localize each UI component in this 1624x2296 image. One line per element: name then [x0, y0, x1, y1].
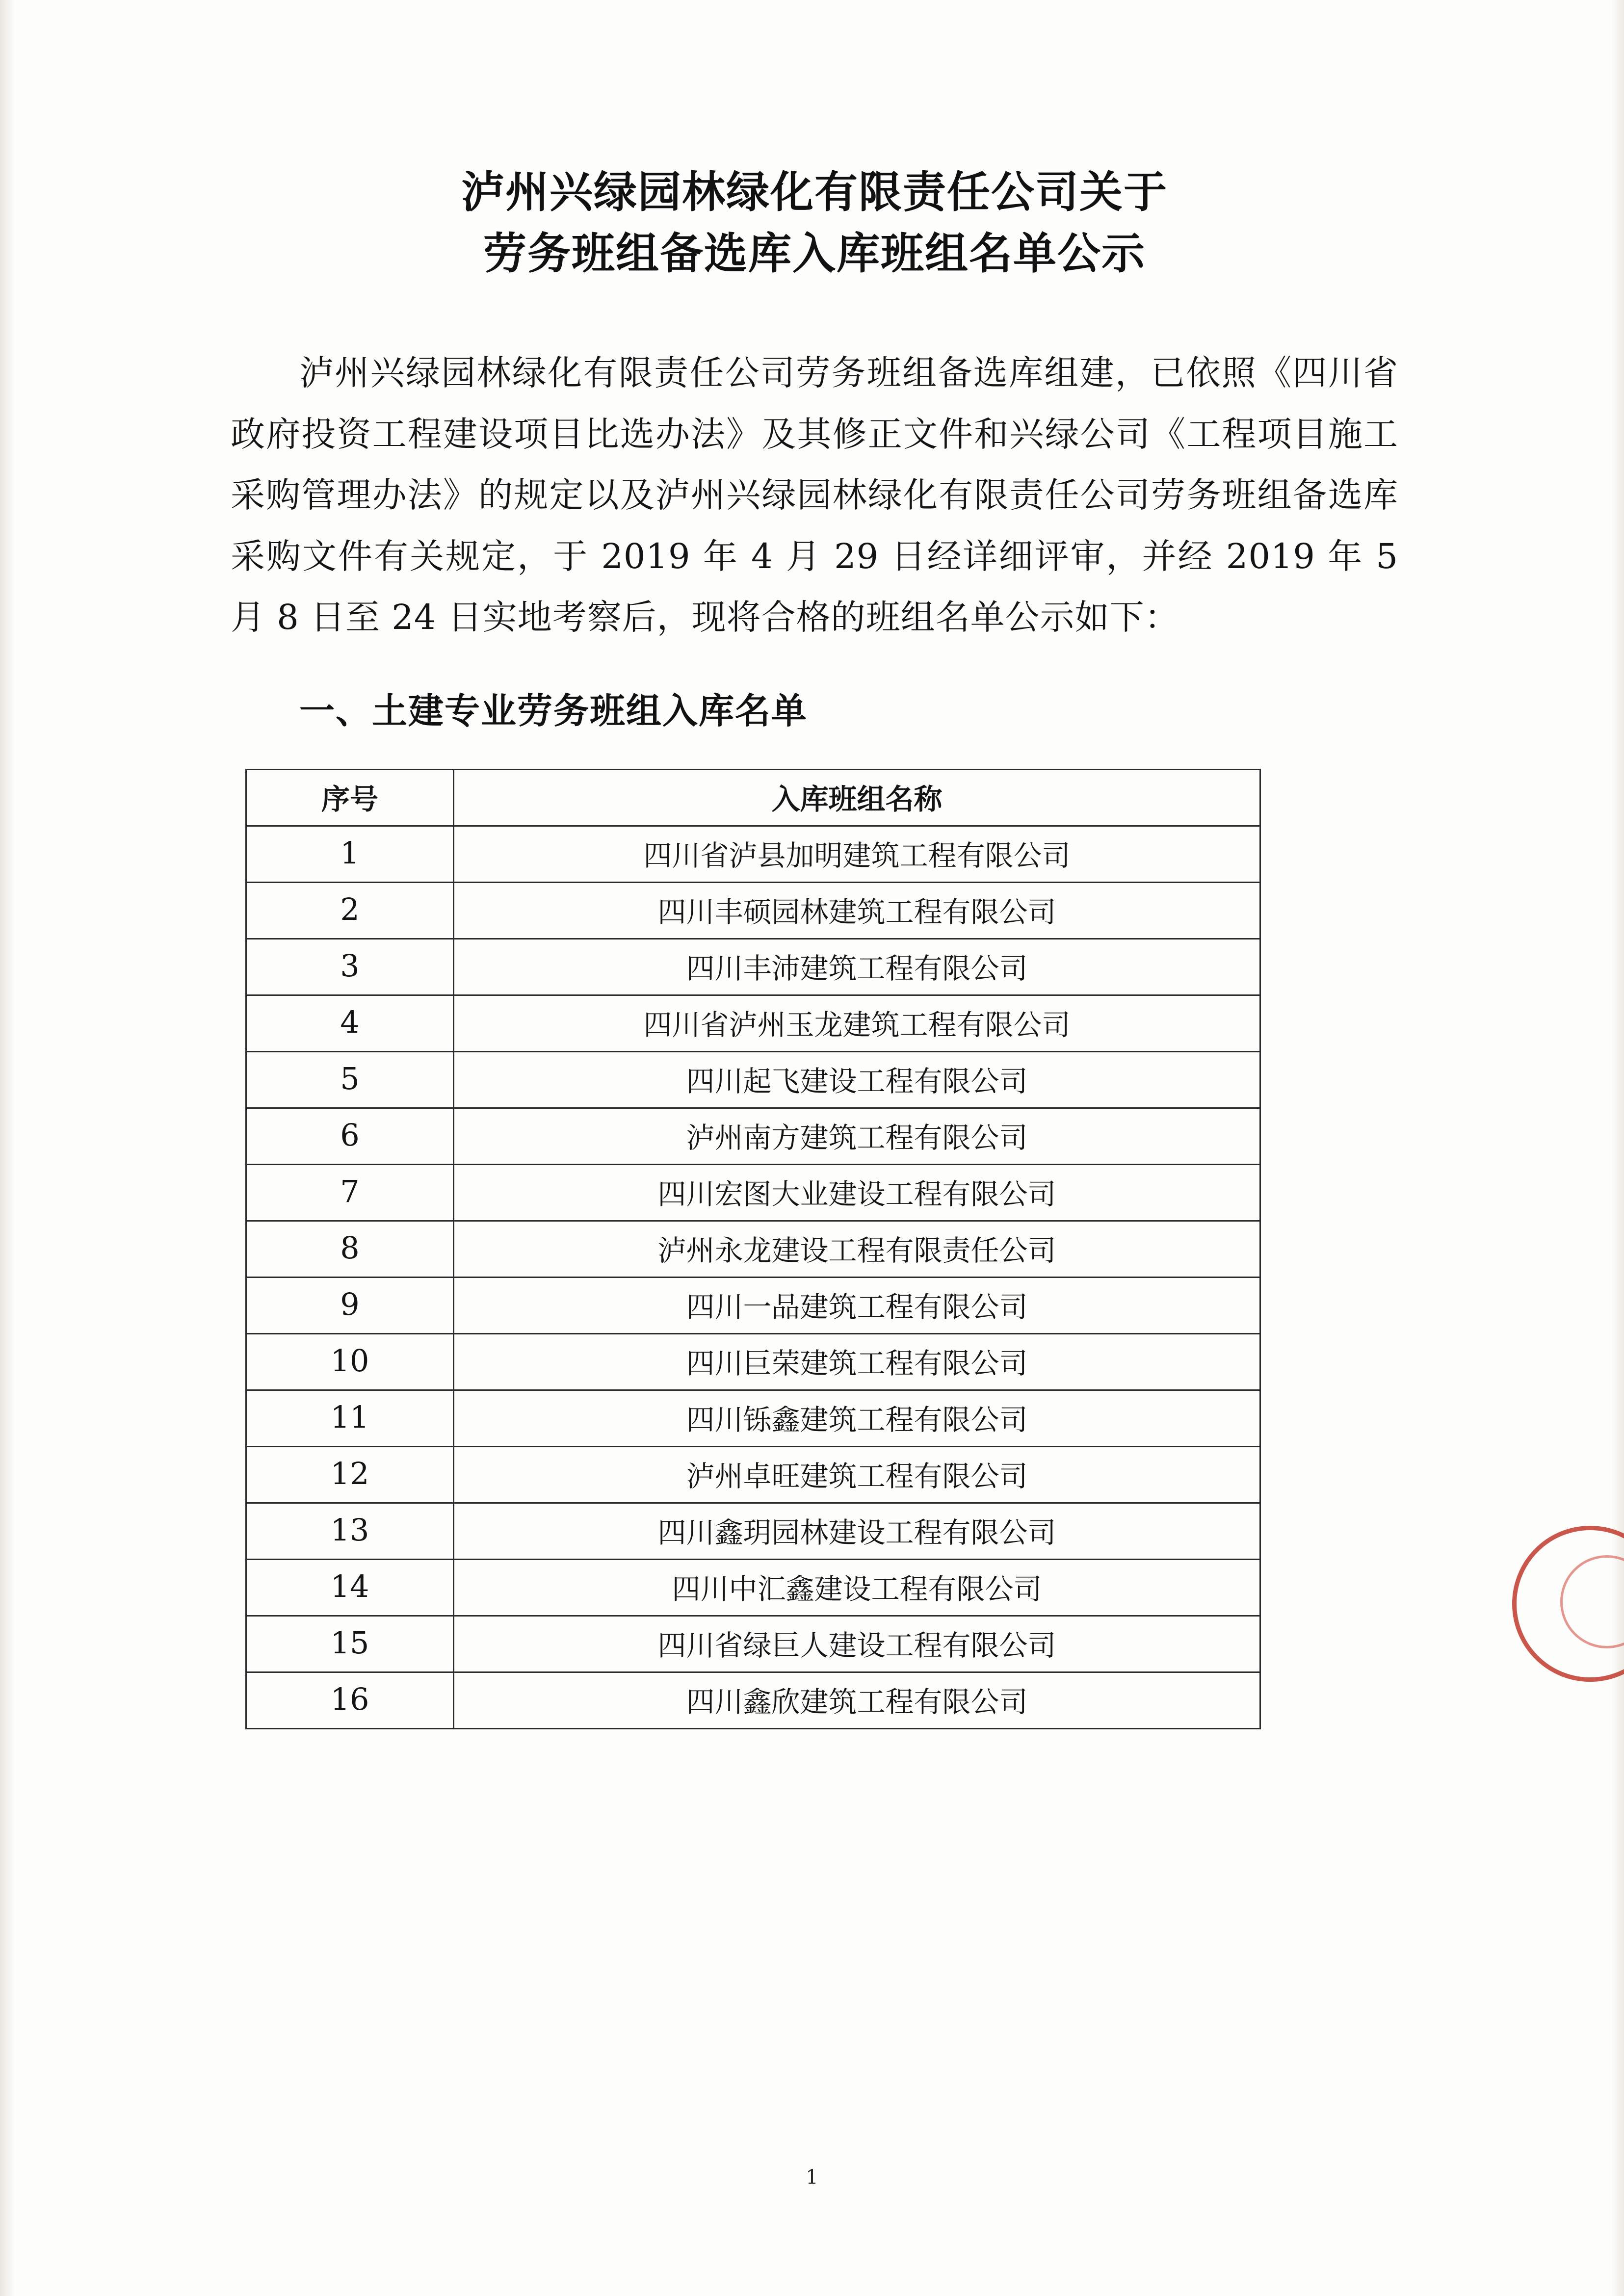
paper-edge-left — [0, 0, 15, 2296]
table-header-index: 序号 — [246, 769, 454, 826]
table-row — [246, 826, 1260, 882]
section-heading: 一、土建专业劳务班组入库名单 — [299, 690, 808, 731]
table-row — [246, 1559, 1260, 1616]
row-index: 2 — [246, 882, 454, 939]
row-name: 四川一品建筑工程有限公司 — [454, 1277, 1260, 1333]
row-index: 11 — [246, 1390, 454, 1446]
table-row — [246, 1051, 1260, 1108]
table-body — [246, 826, 1260, 1728]
row-name: 四川起飞建设工程有限公司 — [454, 1051, 1260, 1108]
row-name: 四川鑫欣建筑工程有限公司 — [454, 1672, 1260, 1728]
table-row — [246, 1616, 1260, 1672]
row-name: 四川巨荣建筑工程有限公司 — [454, 1333, 1260, 1390]
row-index: 8 — [246, 1221, 454, 1277]
page-title — [231, 162, 1398, 285]
document-content — [231, 162, 1398, 1729]
table-row — [246, 995, 1260, 1051]
paper-edge-right — [1611, 0, 1624, 2296]
row-name: 四川铄鑫建筑工程有限公司 — [454, 1390, 1260, 1446]
table-row — [246, 1221, 1260, 1277]
page-title-line-2: 劳务班组备选库入库班组名单公示 — [483, 228, 1146, 279]
row-index: 10 — [246, 1333, 454, 1390]
row-index: 15 — [246, 1616, 454, 1672]
table-row — [246, 1672, 1260, 1728]
row-index: 1 — [246, 826, 454, 882]
table-row — [246, 1333, 1260, 1390]
row-name: 四川省泸州玉龙建筑工程有限公司 — [454, 995, 1260, 1051]
row-index: 9 — [246, 1277, 454, 1333]
table-row — [246, 1277, 1260, 1333]
row-index: 12 — [246, 1446, 454, 1503]
table-row — [246, 1108, 1260, 1164]
row-index: 7 — [246, 1164, 454, 1221]
table-row — [246, 1164, 1260, 1221]
table-row — [246, 939, 1260, 995]
red-seal-inner-mark — [1560, 1555, 1624, 1648]
approved-teams-table — [245, 769, 1261, 1729]
row-name: 泸州卓旺建筑工程有限公司 — [454, 1446, 1260, 1503]
row-name: 四川丰沛建筑工程有限公司 — [454, 939, 1260, 995]
table-row — [246, 882, 1260, 939]
table-header-row — [246, 769, 1260, 826]
page-number: 1 — [806, 2166, 818, 2189]
intro-paragraph: 泸州兴绿园林绿化有限责任公司劳务班组备选库组建，已依照《四川省政府投资工程建设项目比选办法》及其修正文件和兴绿公司《工程项目施工采购管理办法》的规定以及泸州兴绿园林绿化有限责任公司劳务班组备选库采购文件有关规定，于 2019 年 4 月 29 日经详细评审，并经 2019 年 5 月 8 日至 24 日实地考察后，现将合格的班组名单公示如下： — [231, 352, 1398, 638]
row-index: 4 — [246, 995, 454, 1051]
row-name: 泸州南方建筑工程有限公司 — [454, 1108, 1260, 1164]
row-index: 14 — [246, 1559, 454, 1616]
row-index: 5 — [246, 1051, 454, 1108]
row-name: 四川宏图大业建设工程有限公司 — [454, 1164, 1260, 1221]
red-seal-mark — [1512, 1526, 1624, 1682]
table-row — [246, 1390, 1260, 1446]
row-name: 四川鑫玥园林建设工程有限公司 — [454, 1503, 1260, 1559]
table-row — [246, 1446, 1260, 1503]
table-head — [246, 769, 1260, 826]
page-title-line-1: 泸州兴绿园林绿化有限责任公司关于 — [461, 167, 1168, 217]
row-index: 13 — [246, 1503, 454, 1559]
row-name: 泸州永龙建设工程有限责任公司 — [454, 1221, 1260, 1277]
row-name: 四川丰硕园林建筑工程有限公司 — [454, 882, 1260, 939]
row-index: 16 — [246, 1672, 454, 1728]
row-name: 四川中汇鑫建设工程有限公司 — [454, 1559, 1260, 1616]
row-name: 四川省泸县加明建筑工程有限公司 — [454, 826, 1260, 882]
table-header-name: 入库班组名称 — [454, 769, 1260, 826]
row-name: 四川省绿巨人建设工程有限公司 — [454, 1616, 1260, 1672]
row-index: 6 — [246, 1108, 454, 1164]
table-row — [246, 1503, 1260, 1559]
row-index: 3 — [246, 939, 454, 995]
